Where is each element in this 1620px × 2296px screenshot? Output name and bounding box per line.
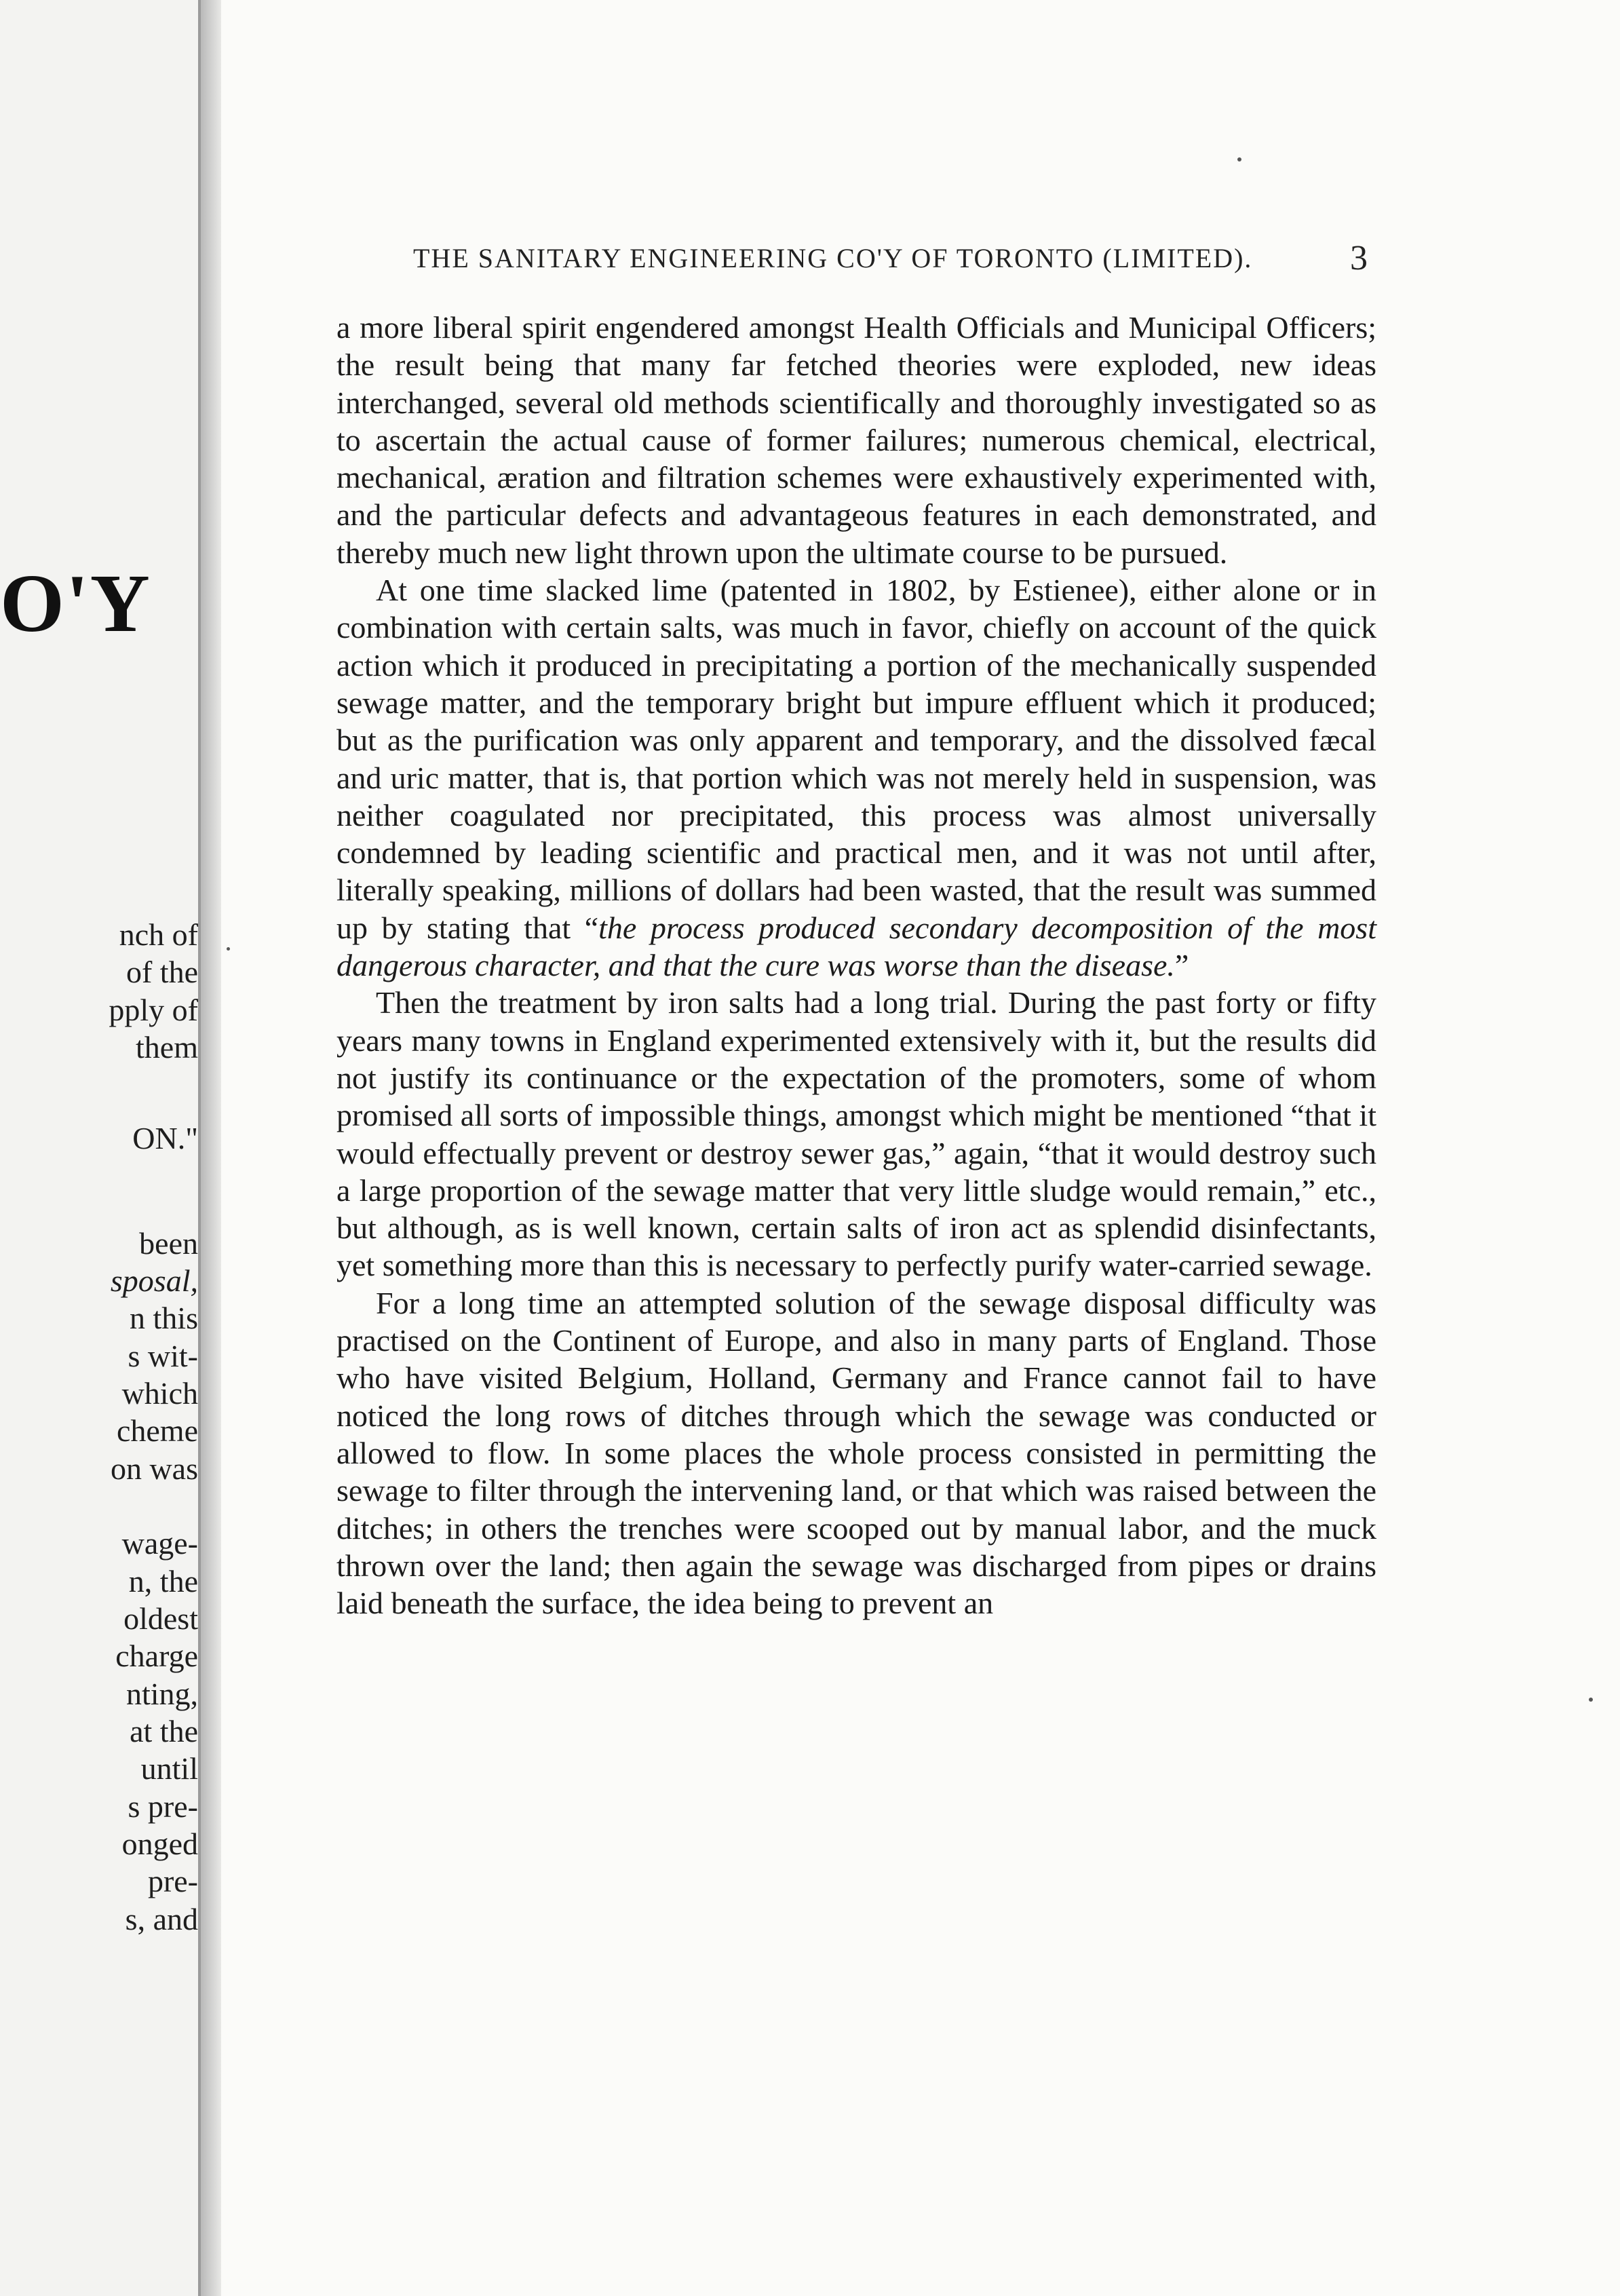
left-page-line-fragment: nting, [126,1677,198,1711]
left-page-line-fragment: ON." [132,1121,198,1155]
scan-speck [1237,157,1241,161]
scan-speck [1589,1698,1593,1702]
paragraph [336,1284,1376,1622]
book-page [221,0,1620,2296]
paragraph [336,571,1376,984]
page-gutter [201,0,221,2296]
body-text [336,309,1376,1622]
text-run: a more liberal spirit engendered amongst Health Officials and Municipal Officers; the result being that many far fetched theories were exploded, new ideas interchanged, several old methods scientifically and thoroughly investigated so as to ascertain the actual cause of former failures; numerous chemical, electrical, mechanical, æration and filtration schemes were exhaustively experimented with, and the particular defects and advantageous features in each demonstrated, and thereby much new light thrown upon the ultimate course to be pursued. [336,310,1376,570]
paragraph [336,309,1376,571]
left-page-line-fragment: s, and [125,1902,198,1936]
left-page-line-fragment: sposal, [110,1263,198,1298]
italic-quotation: the process produced secondary decomposition of the most dangerous character, and that the cure was worse than the disease. [336,910,1376,983]
left-page-line-fragment: pply of [109,993,198,1027]
left-page-line-fragment: wage- [121,1526,198,1561]
left-page-line-fragment: onged [121,1826,198,1861]
left-page-line-fragment: s pre- [128,1789,198,1824]
left-page-line-fragment: cheme [116,1413,198,1448]
left-page-line-fragment: been [139,1226,198,1261]
previous-page-strip [0,0,201,2296]
left-page-line-fragment: on was [110,1451,198,1486]
left-page-line-fragment: nch of [119,917,198,952]
left-page-line-fragment: until [140,1751,198,1786]
text-run: ” [1174,948,1189,983]
text-run: At one time slacked lime (patented in 1802, by Estienee), either alone or in combination with certain salts, was much in favor, chiefly on account of the quick action which it produced in precipitating a portion of the mechanically suspended sewage matter, and the temporary bright but impure effluent which it produced; but as the purification was only apparent and temporary, and the dissolved fæcal and uric matter, that is, that portion which was not merely held in suspension, was neither coagulated nor precipitated, this process was almost universally condemned by leading scientific and practical men, and it was not until after, literally speaking, millions of dollars had been wasted, that the result was summed up by stating that “ [336,573,1376,945]
text-run: Then the treatment by iron salts had a long trial. During the past forty or fifty years many towns in England experimented extensively with it, but the results did not justify its continuance or the expectation of the promoters, some of whom promised all sorts of impossible things, amongst which might be mentioned “that it would effectually prevent or destroy sewer gas,” again, “that it would destroy such a large proportion of the sewage matter that very little sludge would remain,” etc., but although, as is well known, certain salts of iron act as splendid disinfectants, yet something more than this is necessary to perfectly purify water-carried sewage. [336,985,1376,1283]
paragraph [336,984,1376,1284]
left-page-line-fragment: them [136,1030,198,1065]
page-number: 3 [1350,239,1368,278]
left-page-line-fragment: at the [130,1714,198,1748]
left-page-line-fragment: of the [126,955,198,989]
left-page-line-fragment: charge [115,1639,198,1673]
scan-speck [227,947,230,951]
text-run: For a long time an attempted solution of the sewage disposal difficulty was practised on the Continent of Europe, and also in many parts of England. Those who have visited Belgium, Holland, Germany and France cannot fail to have noticed the long rows of ditches through which the sewage was conducted or allowed to flow. In some places the whole process consisted in permitting the sewage to filter through the intervening land, or that which was raised between the ditches; in others the trenches were scooped out by manual labor, and the muck thrown over the land; then again the sewage was discharged from pipes or drains laid beneath the surface, the idea being to prevent an [336,1285,1376,1621]
running-header: THE SANITARY ENGINEERING CO'Y OF TORONTO (LIMITED). [413,243,1253,273]
left-page-line-fragment: s wit- [128,1339,198,1373]
left-page-line-fragment: n, the [128,1564,198,1599]
left-page-line-fragment: pre- [147,1864,198,1898]
left-page-line-fragment: which [121,1376,198,1411]
left-page-heading-fragment: O'Y [0,558,151,649]
left-page-line-fragment: n this [130,1301,198,1335]
left-page-line-fragment: oldest [123,1601,198,1636]
